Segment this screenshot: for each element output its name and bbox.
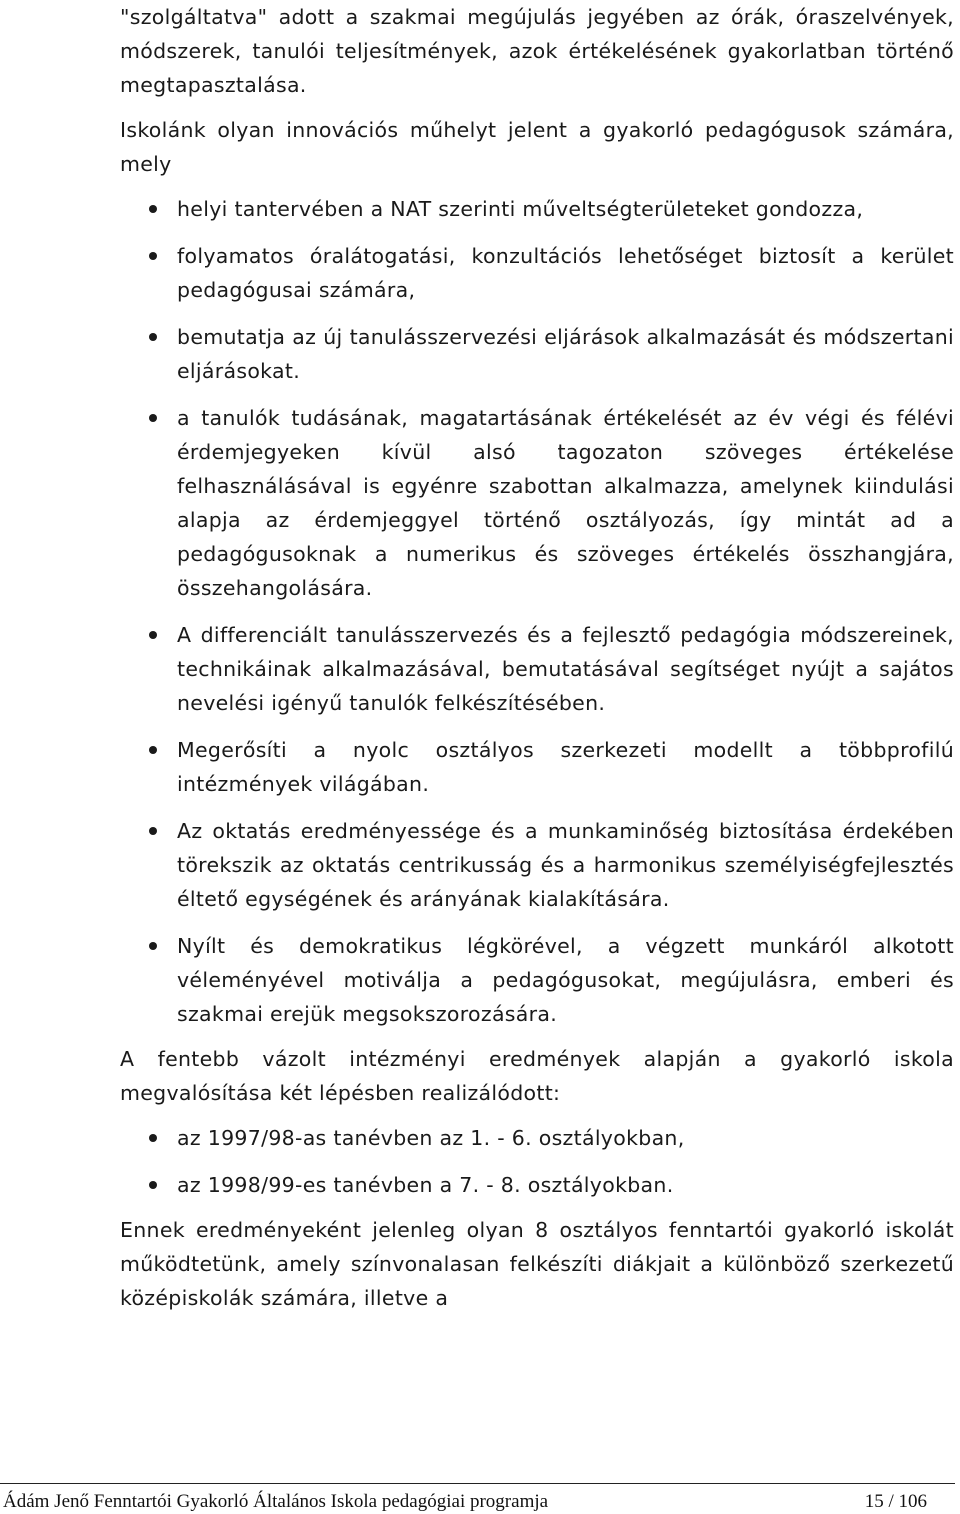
list-item: Az oktatás eredményessége és a munkaminőség biztosítása érdekében törekszik az oktatás centrikusság és a harmonikus személyiségfejlesztés éltető egységének és arányának kialakítására. bbox=[120, 814, 954, 916]
page-footer bbox=[0, 1483, 955, 1512]
bullet-list-realization bbox=[120, 1121, 954, 1202]
list-item: Nyílt és demokratikus légkörével, a végzett munkáról alkotott véleményével motiválja a pedagógusokat, megújulásra, emberi és szakmai erejük megsokszorozására. bbox=[120, 929, 954, 1031]
bullet-icon bbox=[149, 631, 157, 639]
page-number: 15 / 106 bbox=[864, 1491, 927, 1512]
bullet-icon bbox=[149, 1134, 157, 1142]
bullet-icon bbox=[149, 333, 157, 341]
intro-paragraph: "szolgáltatva" adott a szakmai megújulás jegyében az órák, óraszelvények, módszerek, tanulói teljesítmények, azok értékelésének gyakorlatban történő megtapasztalása. bbox=[120, 5, 954, 97]
list-item: a tanulók tudásának, magatartásának értékelését az év végi és félévi érdemjegyeken kívül alsó tagozaton szöveges értékelése felhasználásával is egyénre szabottan alkalmazza, amelynek kiindulási alapja az érdemjeggyel történő osztályozás, így mintát ad a pedagógusoknak a numerikus és szöveges értékelés összhangjára, összehangolására. bbox=[120, 401, 954, 605]
list-item: A differenciált tanulásszervezés és a fejlesztő pedagógia módszereinek, technikáinak alkalmazásával, bemutatásával segítséget nyújt a sajátos nevelési igényű tanulók felkészítésében. bbox=[120, 618, 954, 720]
bullet-icon bbox=[149, 252, 157, 260]
bullet-icon bbox=[149, 414, 157, 422]
paragraph-innovation: Iskolánk olyan innovációs műhelyt jelent a gyakorló pedagógusok számára, mely bbox=[120, 118, 954, 176]
paragraph-result: Ennek eredményeként jelenleg olyan 8 osztályos fenntartói gyakorló iskolát működtetünk, amely színvonalasan felkészíti diákjait a különböző szerkezetű középiskolák számára, illetve a bbox=[120, 1218, 954, 1310]
bullet-icon bbox=[149, 827, 157, 835]
footer-title: Ádám Jenő Fenntartói Gyakorló Általános Iskola pedagógiai programja bbox=[3, 1491, 549, 1512]
list-item: Megerősíti a nyolc osztályos szerkezeti modellt a többprofilú intézmények világában. bbox=[120, 733, 954, 801]
list-item: bemutatja az új tanulásszervezési eljárások alkalmazását és módszertani eljárásokat. bbox=[120, 320, 954, 388]
paragraph-realization: A fentebb vázolt intézményi eredmények alapján a gyakorló iskola megvalósítása két lépésben realizálódott: bbox=[120, 1047, 954, 1105]
document-body bbox=[120, 0, 954, 1315]
list-item: az 1998/99-es tanévben a 7. - 8. osztályokban. bbox=[120, 1168, 954, 1202]
list-item: az 1997/98-as tanévben az 1. - 6. osztályokban, bbox=[120, 1121, 954, 1155]
bullet-icon bbox=[149, 942, 157, 950]
bullet-icon bbox=[149, 205, 157, 213]
bullet-icon bbox=[149, 1181, 157, 1189]
list-item: folyamatos óralátogatási, konzultációs lehetőséget biztosít a kerület pedagógusai számára, bbox=[120, 239, 954, 307]
list-item: helyi tantervében a NAT szerinti műveltségterületeket gondozza, bbox=[120, 192, 954, 226]
bullet-list-innovation bbox=[120, 192, 954, 1031]
bullet-icon bbox=[149, 746, 157, 754]
